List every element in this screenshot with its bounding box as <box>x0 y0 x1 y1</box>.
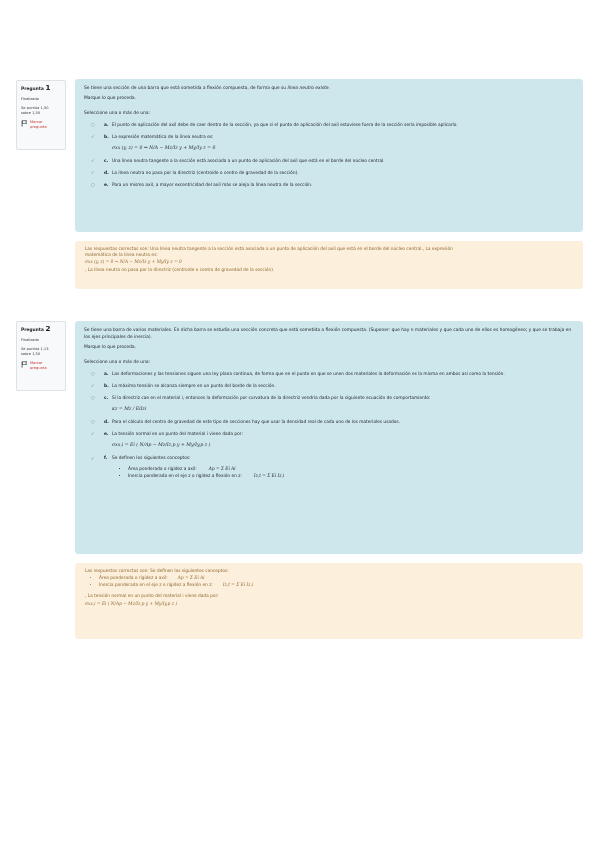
option-letter: c. <box>104 159 109 165</box>
concept-list <box>112 466 573 480</box>
check-icon[interactable]: ✓ <box>91 159 95 165</box>
option-formula: σxx,i = Ei ( N/Ap − Mz/Iz,p y + My/Iy,p z ) <box>112 443 211 449</box>
option-letter: f. <box>104 456 108 462</box>
question-1-info <box>16 80 66 150</box>
answer-option-c[interactable] <box>84 159 573 165</box>
flag-icon <box>21 120 28 127</box>
question-state: Finalizado <box>21 97 39 101</box>
question-number: Pregunta 2 <box>21 324 51 333</box>
question-grade: Se puntúa 1,50 sobre 1,50 <box>21 106 49 115</box>
option-text: La línea neutra no pasa por la directriz (centroide o centro de gravedad de la sección). <box>112 171 299 177</box>
option-text: El punto de aplicación del axil debe de caer dentro de la sección, ya que si el punto de aplicación del axil estuviese fuera de la sección sería imposible aplicarlo. <box>112 123 458 128</box>
answer-option-a[interactable] <box>84 123 573 129</box>
question-1-feedback <box>75 241 583 289</box>
check-icon[interactable]: ✓ <box>91 171 95 177</box>
answer-option-d[interactable] <box>84 420 573 426</box>
answer-option-e[interactable] <box>84 432 573 450</box>
option-text: Las deformaciones y las tensiones siguen una ley plana continua, de forma que en el punto en que se unen dos materiales la deformación es la misma en ambos así como la tensión. <box>112 372 505 377</box>
option-formula: σxx (y, z) = 0 ⇒ N/A − Mz/Iz y + My/Iy z = 0 <box>112 146 216 152</box>
answer-list <box>84 372 573 480</box>
option-letter: b. <box>104 135 109 140</box>
option-text: La expresión matemática de la línea neutra es: <box>112 135 214 140</box>
option-formula: κz = Mz / EiIzi <box>112 407 147 413</box>
feedback-text: Las respuestas correctas son: Una línea neutra tangente a la sección está asociada a un punto de aplicación del axil que está en el borde del núcleo central., La expresión <box>85 247 453 252</box>
feedback-text: , La línea neutra no pasa por la directriz (centroide o centro de gravedad de la sección). <box>85 267 275 273</box>
question-text: Se tiene una sección de una barra que está sometida a flexión compuesta, de forma que su línea neutro existe. <box>84 86 330 91</box>
checkbox-icon[interactable]: ○ <box>91 396 95 402</box>
option-letter: d. <box>104 171 109 177</box>
flag-icon <box>21 361 28 368</box>
answer-prompt: Seleccione una o más de una: <box>84 360 151 365</box>
checkbox-icon[interactable]: ○ <box>91 420 95 426</box>
answer-option-b[interactable] <box>84 135 573 153</box>
answer-prompt: Seleccione una o más de una: <box>84 111 151 116</box>
checkbox-icon[interactable]: ○ <box>91 123 95 129</box>
check-icon[interactable]: ✓ <box>91 384 95 390</box>
option-letter: e. <box>104 432 109 438</box>
question-instruction: Marque lo que proceda. <box>84 96 137 101</box>
option-letter: e. <box>104 183 109 189</box>
option-text: Para un mismo axil, a mayor excentricidad del axil más se aleja la línea neutra de la sección. <box>112 183 313 189</box>
list-item: • Área ponderada o rigidez a axil: Ap = Σ Ei Ai <box>128 466 573 473</box>
option-text: Se definen los siguientes conceptos: <box>112 456 191 462</box>
checkbox-icon[interactable]: ○ <box>91 183 95 189</box>
question-state: Finalizado <box>21 338 39 342</box>
flag-question-button[interactable] <box>21 120 62 130</box>
option-letter: a. <box>104 123 109 128</box>
check-icon[interactable]: ✓ <box>91 432 95 438</box>
option-text: Una línea neutra tangente a la sección está asociada a un punto de aplicación del axil que está en el borde del núcleo central. <box>112 159 385 165</box>
option-text: La máxima tensión se alcanza siempre en un punto del borde de la sección. <box>112 384 276 389</box>
list-item: • Inercia ponderada en el eje z o rigidez a flexión en z: Iz,t = Σ Ei Iz,i <box>99 583 573 590</box>
option-letter: a. <box>104 372 109 377</box>
answer-list <box>84 123 573 189</box>
list-item: • Inercia ponderada en el eje z o rigidez a flexión en z: Iz,t = Σ Ei Iz,i <box>128 473 573 480</box>
question-2-formulation <box>75 321 583 554</box>
flag-question-label: Marcar pregunta <box>30 361 47 370</box>
answer-option-d[interactable] <box>84 171 573 177</box>
question-number: Pregunta 1 <box>21 83 51 92</box>
feedback-text: Las respuestas correctas son: Se definen los siguientes conceptos: <box>85 569 229 574</box>
question-text: Se tiene una barra de varios materiales. En dicha barra se estudia una sección concreta que está sometida a flexión compuesta. (Suponer: que hay n materiales y que cada uno de ellos es homogéneo; y que se trabaja en los ejes principales de inercia). <box>84 328 572 340</box>
checkbox-icon[interactable]: ○ <box>91 372 95 378</box>
answer-option-e[interactable] <box>84 183 573 189</box>
option-letter: d. <box>104 420 109 426</box>
answer-option-c[interactable] <box>84 396 573 414</box>
option-letter: b. <box>104 384 109 389</box>
question-grade: Se puntúa 1,13 sobre 1,50 <box>21 347 49 356</box>
question-2-feedback <box>75 563 583 639</box>
answer-option-a[interactable] <box>84 372 573 378</box>
option-text: La tensión normal en un punto del material i viene dada por: <box>112 432 243 438</box>
flag-question-button[interactable] <box>21 361 62 371</box>
question-instruction: Marque lo que proceda. <box>84 345 137 350</box>
option-letter: c. <box>104 396 109 401</box>
question-2-info <box>16 321 66 391</box>
flag-question-label: Marcar pregunta <box>30 120 47 129</box>
check-icon[interactable]: ✓ <box>91 456 95 462</box>
option-text: Para el cálculo del centro de gravedad de este tipo de secciones hay que usar la densidad real de cada uno de los materiales usados. <box>112 420 400 426</box>
feedback-concept-list <box>85 576 573 589</box>
answer-option-b[interactable] <box>84 384 573 390</box>
check-icon[interactable]: ✓ <box>91 135 95 141</box>
question-1-formulation <box>75 79 583 232</box>
option-text: Si la directriz cae en el material i, entonces la deformación por curvatura de la directriz vendría dada por la siguiente ecuación de comportamiento: <box>112 396 431 401</box>
feedback-formula: σxx,i = Ei ( N/Ap − Mz/Iz,p y + My/Iy,p z ) <box>85 601 178 607</box>
feedback-text: matemática de la línea neutra es: <box>85 253 158 259</box>
answer-option-f[interactable] <box>84 456 573 479</box>
feedback-formula: σxx (y, z) = 0 ⇒ N/A − Mz/Iz y + My/Iy z = 0 <box>85 260 182 266</box>
list-item: • Área ponderada o rigidez a axil: Ap = Σ Ei Ai <box>99 576 573 583</box>
feedback-text: , La tensión normal en un punto del material i viene dada por: <box>85 594 219 600</box>
